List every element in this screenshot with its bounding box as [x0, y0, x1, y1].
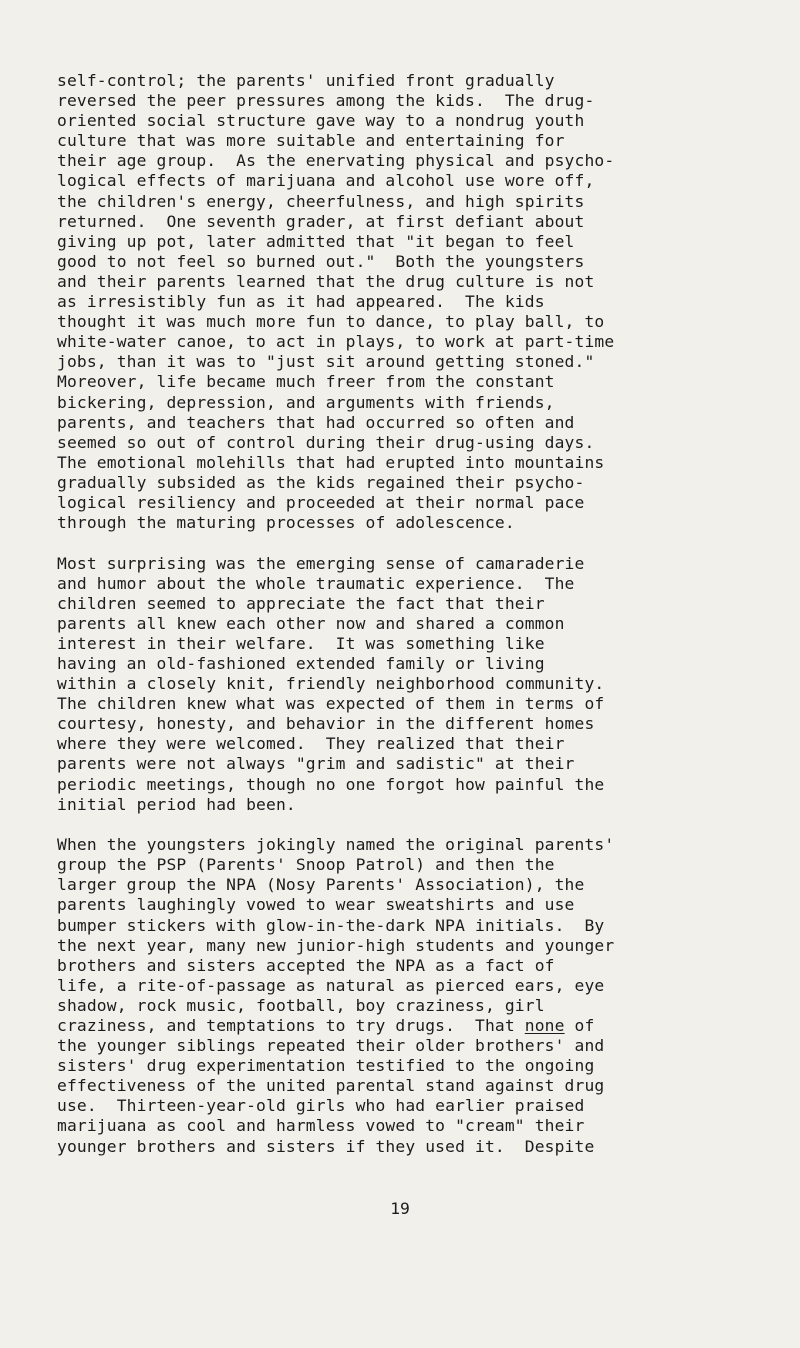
text-line: returned. One seventh grader, at first defiant about: [57, 211, 585, 231]
text-line: giving up pot, later admitted that "it began to feel: [57, 231, 575, 251]
paragraph-3: [57, 835, 747, 1157]
text-line: reversed the peer pressures among the kids. The drug-: [57, 91, 595, 111]
text-line: as irresistibly fun as it had appeared. The kids: [57, 292, 545, 312]
text-line: the children's energy, cheerfulness, and high spirits: [57, 191, 585, 211]
paragraph-2: [57, 554, 747, 815]
text-line: good to not feel so burned out." Both the youngsters: [57, 251, 585, 271]
text-line: gradually subsided as the kids regained their psycho-: [57, 472, 585, 492]
text-line: through the maturing processes of adolescence.: [57, 513, 515, 533]
text-line: the next year, many new junior-high students and younger: [57, 935, 615, 955]
text-line: the younger siblings repeated their older brothers' and: [57, 1036, 605, 1056]
text-line: parents, and teachers that had occurred so often and: [57, 412, 575, 432]
text-line: When the youngsters jokingly named the original parents': [57, 835, 615, 855]
text-line: Moreover, life became much freer from the constant: [57, 372, 555, 392]
text-line: The emotional molehills that had erupted into mountains: [57, 452, 605, 472]
text-line: logical effects of marijuana and alcohol use wore off,: [57, 171, 595, 191]
text-line: thought it was much more fun to dance, to play ball, to: [57, 312, 605, 332]
text-line: periodic meetings, though no one forgot how painful the: [57, 774, 605, 794]
text-line: life, a rite-of-passage as natural as pierced ears, eye: [57, 975, 605, 995]
text-line: logical resiliency and proceeded at their normal pace: [57, 492, 585, 512]
text-line: white-water canoe, to act in plays, to work at part-time: [57, 332, 615, 352]
text-line: craziness, and temptations to try drugs. That none of: [57, 1016, 595, 1035]
text-line: use. Thirteen-year-old girls who had earlier praised: [57, 1096, 585, 1116]
text-line: parents laughingly vowed to wear sweatshirts and use: [57, 895, 575, 915]
text-line: larger group the NPA (Nosy Parents' Association), the: [57, 875, 585, 895]
text-line: younger brothers and sisters if they used it. Despite: [57, 1136, 595, 1156]
paragraph-1: [57, 71, 747, 533]
text-line: bickering, depression, and arguments with friends,: [57, 392, 555, 412]
text-line: children seemed to appreciate the fact that their: [57, 593, 545, 613]
text-line: jobs, than it was to "just sit around getting stoned.": [57, 352, 595, 372]
text-line: brothers and sisters accepted the NPA as a fact of: [57, 955, 555, 975]
text-line: group the PSP (Parents' Snoop Patrol) and then the: [57, 855, 555, 875]
text-line: parents all knew each other now and shared a common: [57, 613, 565, 633]
text-line: parents were not always "grim and sadistic" at their: [57, 754, 575, 774]
text-line: The children knew what was expected of them in terms of: [57, 694, 605, 714]
text-line: sisters' drug experimentation testified to the ongoing: [57, 1056, 595, 1076]
text-line: within a closely knit, friendly neighborhood community.: [57, 674, 605, 694]
text-line: Most surprising was the emerging sense of camaraderie: [57, 553, 585, 573]
text-line: seemed so out of control during their drug-using days.: [57, 432, 595, 452]
text-line: effectiveness of the united parental stand against drug: [57, 1076, 605, 1096]
text-line: interest in their welfare. It was something like: [57, 633, 545, 653]
text-line: marijuana as cool and harmless vowed to "cream" their: [57, 1116, 585, 1136]
text-line: culture that was more suitable and entertaining for: [57, 131, 565, 151]
text-line: courtesy, honesty, and behavior in the different homes: [57, 714, 595, 734]
text-line: shadow, rock music, football, boy craziness, girl: [57, 995, 545, 1015]
page-number: 19: [390, 1199, 410, 1218]
text-line: bumper stickers with glow-in-the-dark NPA initials. By: [57, 915, 605, 935]
text-line: initial period had been.: [57, 794, 296, 814]
text-line: and their parents learned that the drug culture is not: [57, 271, 595, 291]
text-line: having an old-fashioned extended family or living: [57, 654, 545, 674]
body-text: [57, 71, 747, 1177]
underlined-word: none: [524, 1016, 565, 1035]
text-line: where they were welcomed. They realized that their: [57, 734, 565, 754]
text-line: and humor about the whole traumatic experience. The: [57, 573, 575, 593]
text-line: their age group. As the enervating physical and psycho-: [57, 151, 615, 171]
text-line: self-control; the parents' unified front gradually: [57, 71, 555, 90]
text-line: oriented social structure gave way to a nondrug youth: [57, 111, 585, 131]
